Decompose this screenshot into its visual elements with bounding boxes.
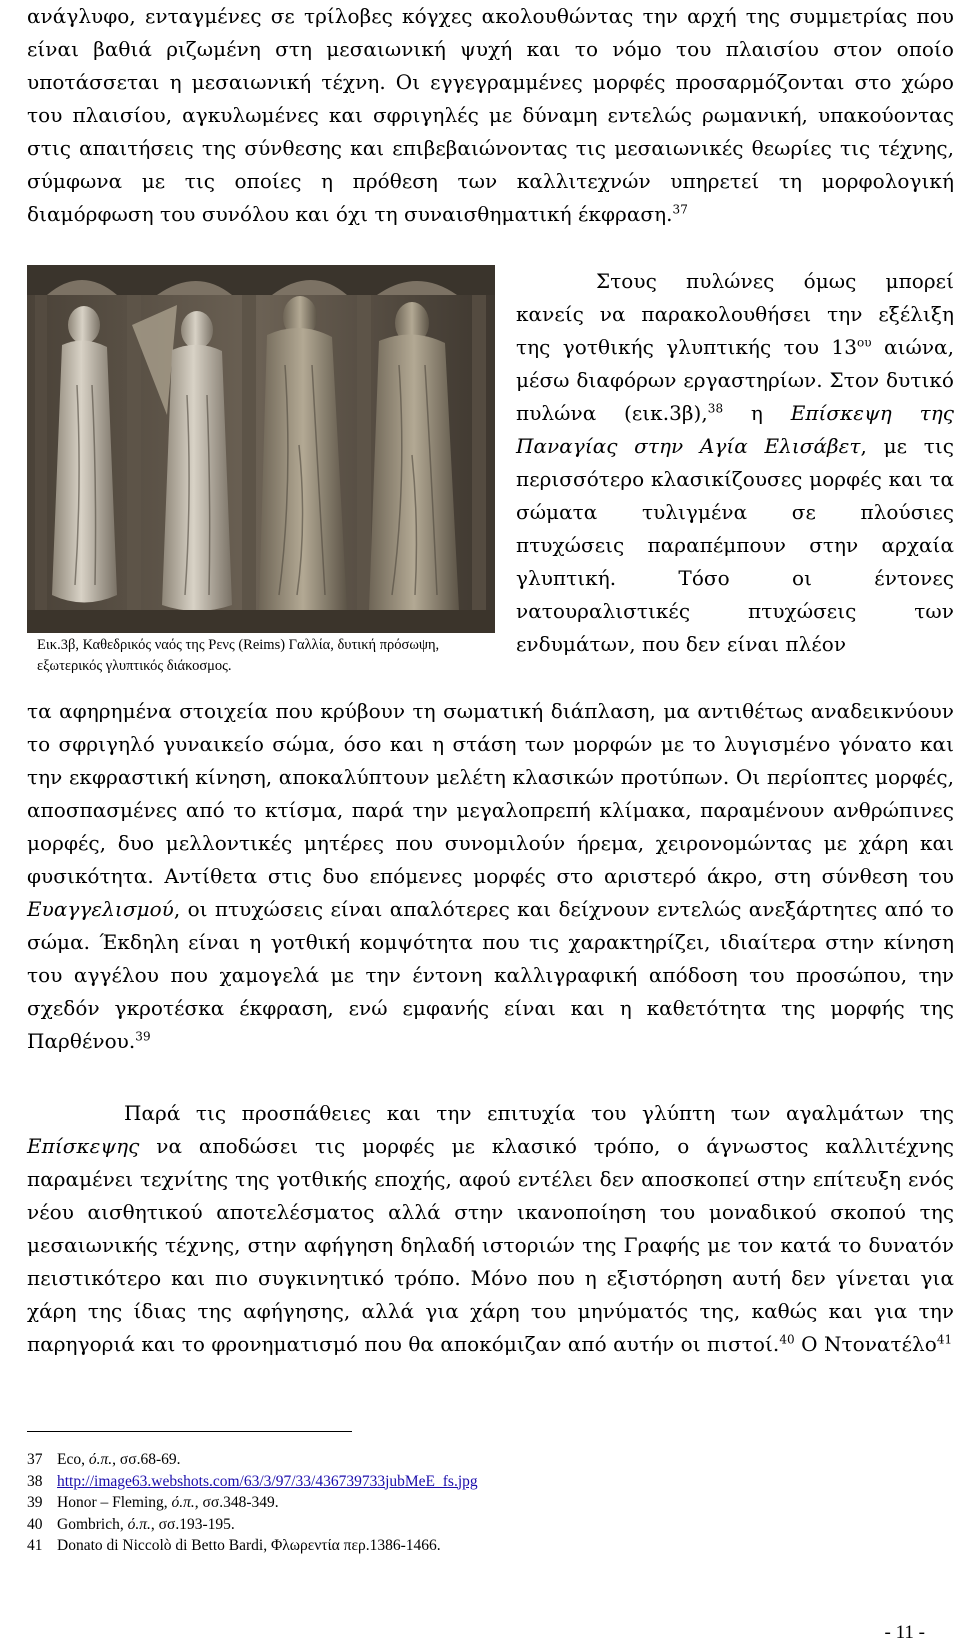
footnote-number: 40 <box>27 1515 43 1533</box>
p3-part3: Ο Ντονατέλο <box>794 1332 937 1356</box>
footnote-text: Honor – Fleming, <box>57 1494 172 1511</box>
footnote-separator <box>27 1431 352 1432</box>
paragraph-2-side <box>516 265 954 661</box>
p2-part2: αιώνα, μέσω διαφόρων εργαστηρίων. Στον δυτικό πυλώνα (εικ.3β), <box>516 335 954 425</box>
footnote-ref-40[interactable]: 40 <box>779 1332 795 1347</box>
p2-part1: Στους πυλώνες όμως μπορεί κανείς να παρακολουθήσει την εξέλιξη της γοτθικής γλυπτικής του 13 <box>516 269 954 359</box>
italic-title-visitation: Επίσκεψη της Παναγίας στην Αγία Ελισάβετ <box>516 401 954 458</box>
p2-part4: , με τις περισσότερο κλασικίζουσες μορφές και τα σώματα τυλιγμένα σε πλούσιες πτυχώσεις παραπέμπουν στην αρχαία γλυπτική. Τόσο οι έντονες νατουραλιστικές πτυχώσεις των ενδυμάτων, που δεν είναι πλέον <box>516 434 954 656</box>
footnote-39 <box>27 1492 727 1514</box>
paragraph-2-continued <box>27 695 954 1058</box>
footnote-italic: ό.π. <box>127 1515 151 1533</box>
footnote-text: Donato di Niccolò di Betto Bardi, Φλωρεντία περ.1386-1466. <box>57 1537 441 1554</box>
paragraph-1-text: ανάγλυφο, ενταγμένες σε τρίλοβες κόγχες ακολουθώντας την αρχή της συμμετρίας που είναι βαθιά ριζωμένη στη μεσαιωνική ψυχή και το νόμο του πλαισίου στον οποίο υποτάσσεται η μεσαιωνική τέχνη. Οι εγγεγραμμένες μορφές προσαρμόζονται στο χώρο του πλαισίου, αγκυλωμένες και σφριγηλές με δύναμη εντελώς ρωμανική, υπακούοντας στις απαιτήσεις της σύνθεσης και επιβεβαιώνοντας τις μεσαιωνικές θεωρίες τις τέχνης, σύμφωνα με τις οποίες η πρόθεση των καλλιτεχνών υπηρετεί τη μορφολογική διαμόρφωση του συνόλου και όχι τη συναισθηματική έκφραση. <box>27 4 954 226</box>
footnote-40 <box>27 1514 727 1536</box>
footnote-text: , σσ.68-69. <box>112 1451 181 1468</box>
footnote-number: 39 <box>27 1494 43 1511</box>
italic-annunciation: Ευαγγελισμού <box>27 897 174 921</box>
footnote-ref-38[interactable]: 38 <box>707 401 724 416</box>
footnote-number: 38 <box>27 1472 43 1490</box>
p2-cont1: τα αφηρημένα στοιχεία που κρύβουν τη σωματική διάπλαση, μα αντιθέτως αναδεικνύουν το σφριγηλό γυναικείο σώμα, όσο και η στάση των μορφών με το λυγισμένο γόνατο και την εκφραστική κίνηση, αποκαλύπτουν μελέτη κλασικών προτύπων. Οι περίοπτες μορφές, αποσπασμένες από το κτίσμα, παρά την μεγαλοπρεπή κλίμακα, παραμένουν ανθρώπινες μορφές, δυο μελλοντικές μητέρες που συνομιλούν ήρεμα, χειρονομώντας με χάρη και φυσικότητα. Αντίθετα στις δυο επόμενες μορφές στο αριστερό άκρο, στη σύνθεση του <box>27 699 954 888</box>
page-number: - 11 - <box>884 1622 925 1643</box>
p2-part3: η <box>723 401 791 425</box>
footnote-number: 41 <box>27 1537 43 1554</box>
footnote-37 <box>27 1449 727 1471</box>
footnote-ref-39[interactable]: 39 <box>135 1029 151 1044</box>
p3-part1: Παρά τις προσπάθειες και την επιτυχία του γλύπτη των αγαλμάτων της <box>124 1101 954 1125</box>
footnote-38 <box>27 1471 727 1493</box>
figure-caption: Εικ.3β, Καθεδρικός ναός της Ρενς (Reims) Γαλλία, δυτική πρόσωψη, εξωτερικός γλυπτικός διάκοσμος. <box>37 637 440 674</box>
document-page <box>27 0 960 1651</box>
footnotes <box>27 1449 727 1557</box>
footnote-41 <box>27 1535 727 1557</box>
footnote-ref-41[interactable]: 41 <box>936 1332 953 1347</box>
footnote-italic: ό.π. <box>171 1494 195 1511</box>
footnote-text: Gombrich, <box>57 1515 128 1533</box>
p3-part2: να αποδώσει τις μορφές με κλασικό τρόπο, ο άγνωστος καλλιτέχνης παραμένει τεχνίτης της γοτθικής εποχής, αφού εντέλει δεν αποσκοπεί στην επίτευξη ενός νέου αισθητικού αποτελέσματος αλλά στην ικανοποίηση του μοναδικού σκοπού της μεσαιωνικής τέχνης, στην αφήγηση δηλαδή ιστοριών της Γραφής με τον κατά το δυνατόν πειστικότερο και πιο συγκινητικό τρόπο. Μόνο που η εξιστόρηση αυτή δεν γίνεται για χάρη της ίδιας της αφήγησης, αλλά για χάρη του μηνύματός της, καθώς και για την παρηγοριά και το φρονηματισμό που θα αποκόμιζαν από αυτήν οι πιστοί. <box>27 1134 954 1356</box>
paragraph-3 <box>27 1097 954 1361</box>
footnote-text: Eco, <box>57 1451 89 1468</box>
p2-cont2: , οι πτυχώσεις είναι απαλότερες και δείχνουν εντελώς ανεξάρτητες από το σώμα. Έκδηλη είναι η γοτθική κομψότητα που τις χαρακτηρίζει, ιδιαίτερα στην κίνηση του αγγέλου που χαμογελά με την έντονη καλλιγραφική απόδοση του προσώπου, την σχεδόν γκροτέσκα έκφραση, ενώ εμφανής είναι και η καθετότητα της μορφής της Παρθένου. <box>27 897 954 1053</box>
footnote-number: 37 <box>27 1451 43 1468</box>
footnote-text: , σσ.348-349. <box>194 1494 279 1511</box>
superscript-ou: ου <box>856 335 872 350</box>
cathedral-statues-photo <box>27 265 495 633</box>
italic-visitation: Επίσκεψης <box>27 1134 140 1158</box>
footnote-italic: ό.π. <box>88 1451 113 1468</box>
footnote-link[interactable]: http://image63.webshots.com/63/3/97/33/436739733jubMeE_fs.jpg <box>57 1472 478 1490</box>
footnote-text: , σσ.193-195. <box>150 1515 235 1533</box>
figure-reims <box>27 265 495 683</box>
footnote-ref-37[interactable]: 37 <box>672 202 688 217</box>
paragraph-1 <box>27 0 954 231</box>
